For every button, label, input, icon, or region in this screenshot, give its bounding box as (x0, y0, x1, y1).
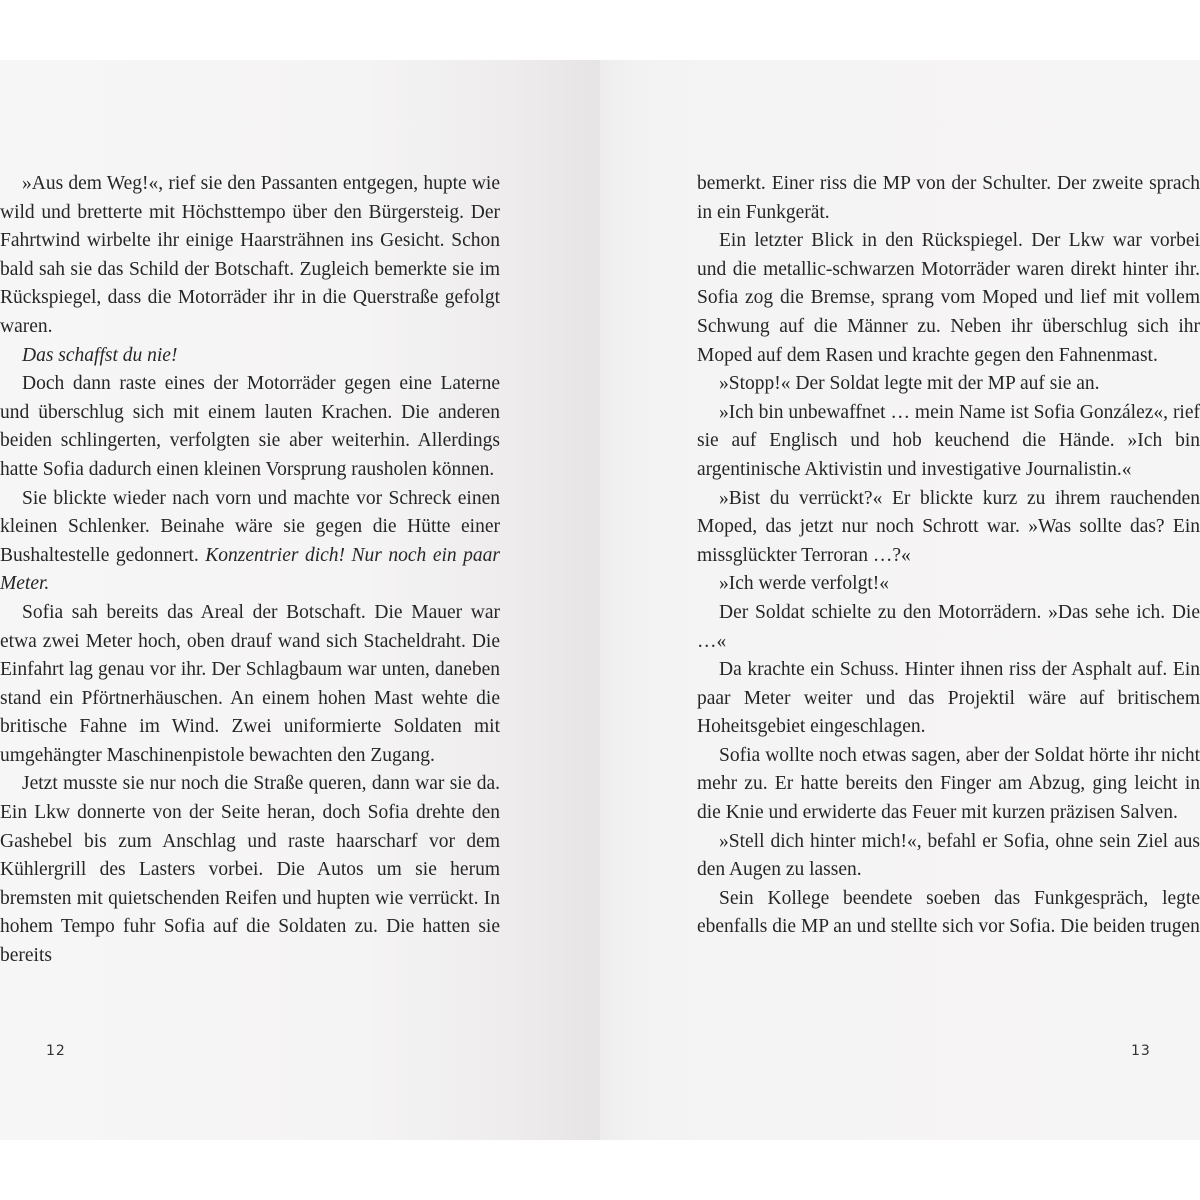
paragraph-italic: Das schaffst du nie! (22, 344, 178, 366)
paragraph: Ein letzter Blick in den Rückspiegel. Der Lkw war vorbei und die metallic-schwarzen Motorräder waren direkt hinter ihr. Sofia zog die Bremse, sprang vom Moped und lief mit vollem Schwung auf die Männer zu. Neben ihr überschlug sich ihr Moped auf dem Rasen und krachte gegen den Fahnenmast. (697, 230, 1200, 366)
paragraph: bemerkt. Einer riss die MP von der Schulter. Der zweite sprach in ein Funkgerät. (697, 173, 1200, 223)
paragraph: Doch dann raste eines der Motorräder gegen eine Laterne und überschlug sich mit einem lauten Krachen. Die anderen beiden schlingerten, verfolgten sie aber weiterhin. Allerdings hatte Sofia dadurch einen kleinen Vorsprung rausholen können. (0, 373, 500, 480)
right-page-text (697, 170, 1200, 942)
paragraph: Sofia sah bereits das Areal der Botschaft. Die Mauer war etwa zwei Meter hoch, oben drauf wand sich Stacheldraht. Die Einfahrt lag genau vor ihr. Der Schlagbaum war unten, daneben stand ein Pförtnerhäuschen. An einem hohen Mast wehte die britische Fahne im Wind. Zwei uniformierte Soldaten mit umgehängter Maschinenpistole bewachten den Zugang. (0, 601, 500, 766)
page-number-right: 13 (1131, 1043, 1151, 1059)
paragraph: »Stopp!« Der Soldat legte mit der MP auf sie an. (719, 373, 1100, 395)
paragraph: Sein Kollege beendete soeben das Funkgespräch, legte ebenfalls die MP an und stellte sich vor Sofia. Die beiden trugen (697, 887, 1200, 938)
paragraph: »Aus dem Weg!«, rief sie den Passanten entgegen, hupte wie wild und bretterte mit Höchsttempo über den Bürgersteig. Der Fahrtwind wirbelte ihr einige Haarsträhnen ins Gesicht. Schon bald sah sie das Schild der Botschaft. Zugleich bemerkte sie im Rückspiegel, dass die Motorräder ihr in die Querstraße gefolgt waren. (0, 173, 500, 337)
paragraph: Jetzt musste sie nur noch die Straße queren, dann war sie da. Ein Lkw donnerte von der Seite heran, doch Sofia drehte den Gashebel bis zum Anschlag und raste haarscharf vor dem Kühlergrill des Lasters vorbei. Die Autos um sie herum bremsten mit quietschenden Reifen und hupten wie verrückt. In hohem Tempo fuhr Sofia auf die Soldaten zu. Die hatten sie bereits (0, 773, 500, 967)
paragraph-text: Sie blickte wieder nach vorn und machte vor Schreck einen kleinen Schlenker. Beinahe wäre sie gegen die Hütte einer Bushaltestelle gedonnert. (0, 487, 500, 566)
left-page (0, 60, 600, 1140)
left-page-text (0, 170, 500, 971)
paragraph: »Ich bin unbewaffnet … mein Name ist Sofia González«, rief sie auf Englisch und hob keuchend die Hände. »Ich bin argentinische Aktivistin und investigative Journalistin.« (697, 401, 1200, 480)
paragraph: »Stell dich hinter mich!«, befahl er Sofia, ohne sein Ziel aus den Augen zu lassen. (697, 830, 1200, 881)
paragraph-italic-text: Konzentrier dich! Nur noch ein paar Meter. (0, 544, 500, 595)
paragraph: »Bist du verrückt?« Er blickte kurz zu ihrem rauchenden Moped, das jetzt nur noch Schrott war. »Was sollte das? Ein missglückter Terroran …?« (697, 487, 1200, 566)
paragraph: »Ich werde verfolgt!« (719, 573, 890, 595)
page-number-left: 12 (46, 1043, 66, 1059)
paragraph: Da krachte ein Schuss. Hinter ihnen riss der Asphalt auf. Ein paar Meter weiter und das Projektil wäre auf britischem Hoheitsgebiet eingeschlagen. (697, 659, 1200, 738)
paragraph (0, 485, 500, 599)
right-page (600, 60, 1200, 1140)
book-spread (0, 60, 1200, 1140)
paragraph: Sofia wollte noch etwas sagen, aber der Soldat hörte ihr nicht mehr zu. Er hatte bereits den Finger am Abzug, ging leicht in die Knie und erwiderte das Feuer mit kurzen präzisen Salven. (697, 744, 1200, 824)
paragraph: Der Soldat schielte zu den Motorrädern. »Das sehe ich. Die …« (697, 601, 1200, 652)
